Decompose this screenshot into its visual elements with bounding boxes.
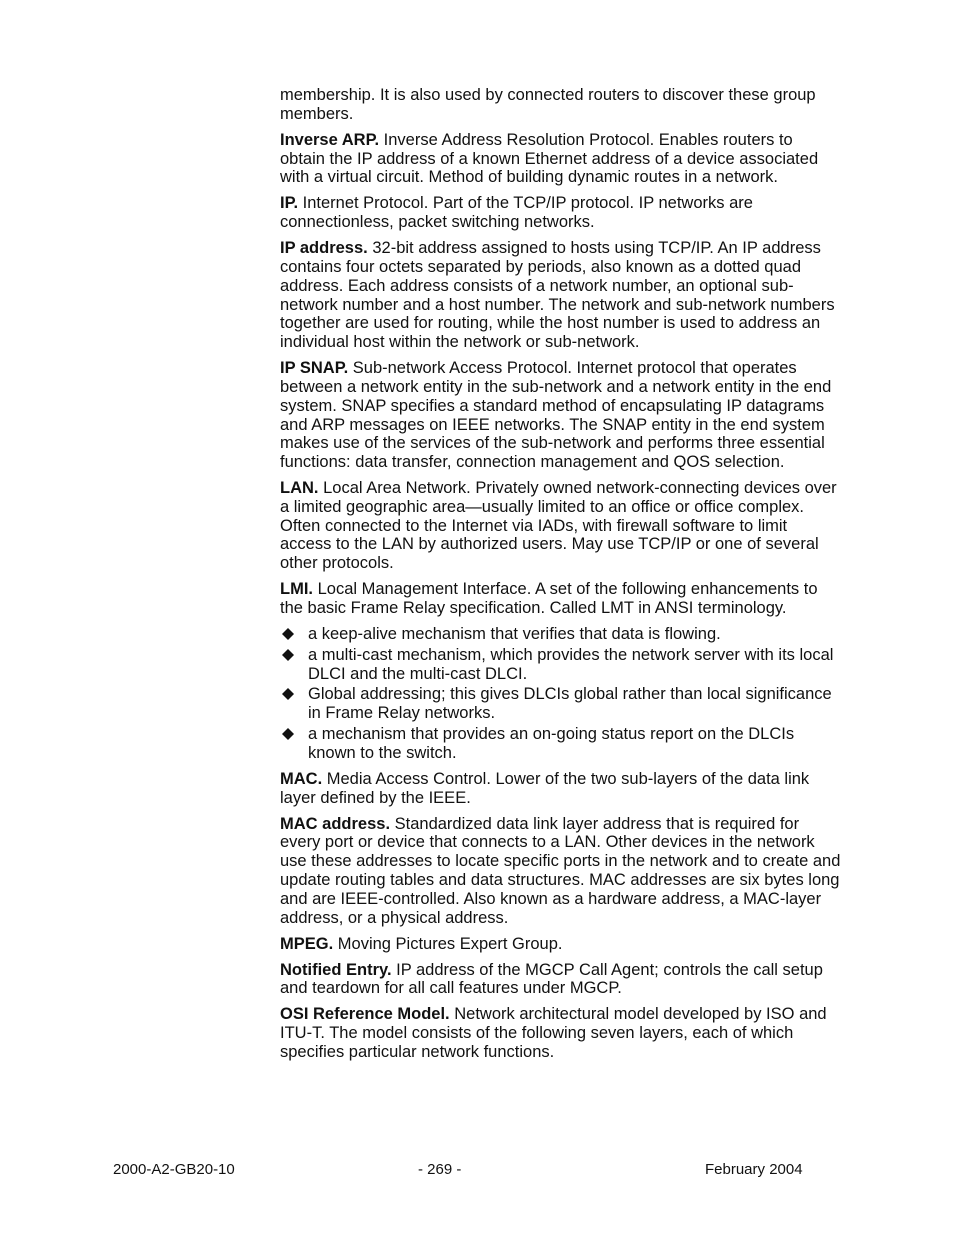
term: MPEG. xyxy=(280,934,334,953)
entry-lan xyxy=(280,479,842,573)
list-item xyxy=(280,625,842,644)
term: Notified Entry. xyxy=(280,960,392,979)
term: MAC address. xyxy=(280,814,391,833)
list-item-text: a multi-cast mechanism, which provides the network server with its local DLCI and the multi-cast DLCI. xyxy=(308,645,834,683)
footer-date: February 2004 xyxy=(705,1161,803,1178)
entry-lmi xyxy=(280,580,842,618)
list-item-text: a mechanism that provides an on-going status report on the DLCIs known to the switch. xyxy=(308,725,795,762)
term: OSI Reference Model. xyxy=(280,1005,450,1024)
footer-page-number: - 269 - xyxy=(418,1161,462,1178)
definition: Internet Protocol. Part of the TCP/IP protocol. IP networks are connectionless, packet switching networks. xyxy=(280,194,753,232)
entry-mac-address xyxy=(280,815,842,928)
definition: Inverse Address Resolution Protocol. Enables routers to obtain the IP address of a known Ethernet address of a device associated with a virtual circuit. Method of building dynamic routes in a network. xyxy=(280,130,819,187)
term: IP address. xyxy=(280,239,368,258)
diamond-bullet-icon xyxy=(282,628,294,640)
term: MAC. xyxy=(280,769,323,788)
entry-notified-entry xyxy=(280,961,842,999)
entry-inverse-arp xyxy=(280,131,842,187)
definition: Standardized data link layer address that is required for every port or device that connects to a LAN. Other devices in the network use these addresses to locate specific ports in the network and to create and update routing tables and data structures. MAC addresses are six bytes long and are IEEE-controlled. Also known as a hardware address, a MAC-layer address, or a physical address. xyxy=(280,814,841,927)
definition: Sub-network Access Protocol. Internet protocol that operates between a network entity in the sub-network and a network entity in the end system. SNAP specifies a standard method of encapsulating IP datagrams and ARP messages on IEEE networks. The SNAP entity in the end system makes use of the services of the sub-network and performs three essential functions: data transfer, connection management and QOS selection. xyxy=(280,359,832,472)
definition: Media Access Control. Lower of the two sub-layers of the data link layer defined by the IEEE. xyxy=(280,769,810,807)
definition: Network architectural model developed by ISO and ITU-T. The model consists of the following seven layers, each of which specifies particular network functions. xyxy=(280,1005,827,1061)
entry-ip-snap xyxy=(280,359,842,472)
list-item xyxy=(280,725,842,763)
entry-osi-reference-model xyxy=(280,1005,842,1061)
diamond-bullet-icon xyxy=(282,728,294,740)
list-item xyxy=(280,646,842,684)
intro-fragment: membership. It is also used by connected routers to discover these group members. xyxy=(280,86,816,123)
definition: Moving Pictures Expert Group. xyxy=(337,934,563,953)
entry-mac xyxy=(280,770,842,808)
definition: Local Area Network. Privately owned network-connecting devices over a limited geographic area—usually limited to an office or office complex. Often connected to the Internet via IADs, with firewall software to limit access to the LAN by authorized users. May use TCP/IP or one of several other protocols. xyxy=(280,479,837,573)
term: LAN. xyxy=(280,479,319,498)
footer-doc-number: 2000-A2-GB20-10 xyxy=(113,1161,235,1178)
entry-mpeg xyxy=(280,935,842,954)
term: LMI. xyxy=(280,580,313,599)
diamond-bullet-icon xyxy=(282,688,294,700)
list-item xyxy=(280,685,842,723)
entry-ip-address xyxy=(280,239,842,352)
entry-ip xyxy=(280,194,842,232)
diamond-bullet-icon xyxy=(282,649,294,661)
definition: Local Management Interface. A set of the following enhancements to the basic Frame Relay specification. Called LMT in ANSI terminology. xyxy=(280,580,818,618)
term: IP SNAP. xyxy=(280,359,349,378)
list-item-text: a keep-alive mechanism that verifies that data is flowing. xyxy=(308,625,721,644)
definition: 32-bit address assigned to hosts using TCP/IP. An IP address contains four octets separated by periods, also known as a dotted quad address. Each address consists of a network number, an optional sub-network number and a host number. The network and sub-network numbers together are used for routing, while the host number is used to address an individual host within the network or sub-network. xyxy=(280,239,835,352)
glossary-content xyxy=(280,86,842,1069)
definition: IP address of the MGCP Call Agent; controls the call setup and teardown for all call features under MGCP. xyxy=(280,960,823,998)
lmi-bullet-list xyxy=(280,625,842,763)
list-item-text: Global addressing; this gives DLCIs global rather than local significance in Frame Relay networks. xyxy=(308,685,832,723)
term: IP. xyxy=(280,194,299,213)
term: Inverse ARP. xyxy=(280,130,380,149)
